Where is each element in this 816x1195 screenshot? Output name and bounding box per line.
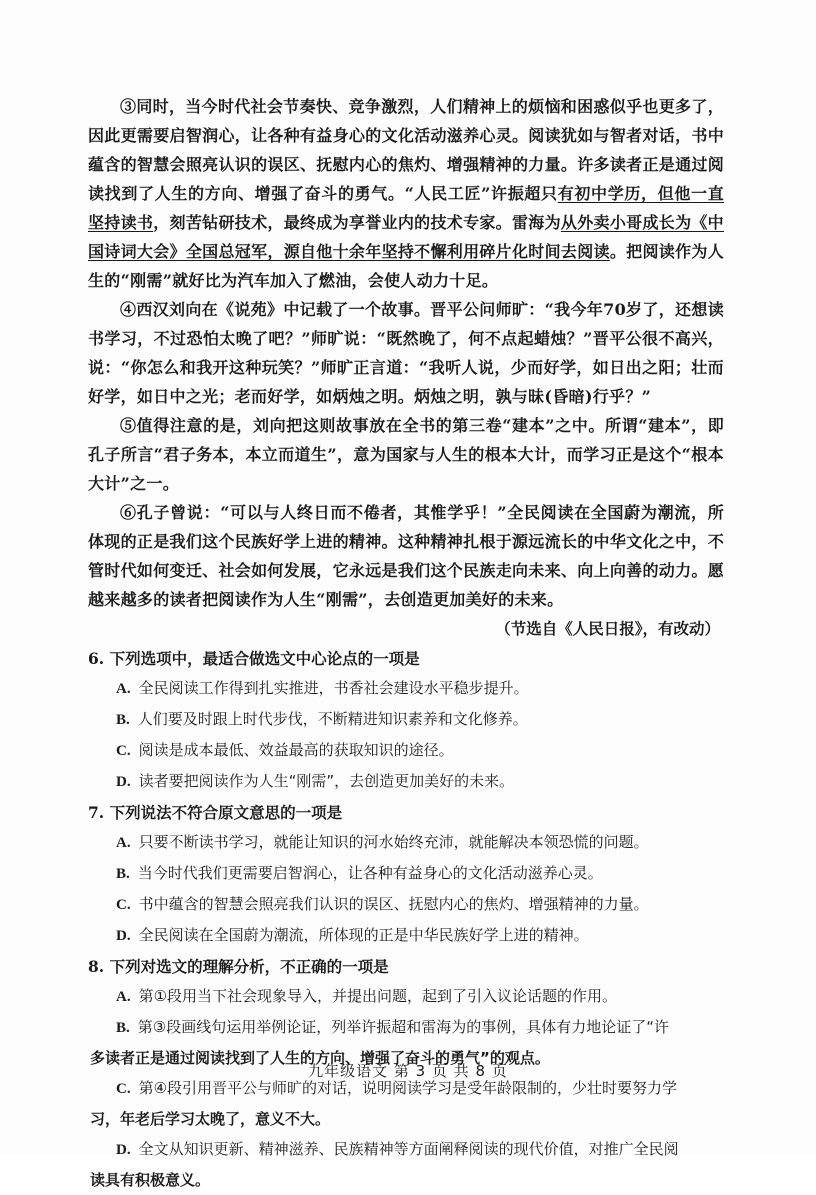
question-7-option-d <box>88 920 724 951</box>
option-text: 第③段画线句运用举例论证，列举许振超和雷海为的事例，具体有力地论证了“许 <box>137 1018 669 1036</box>
option-letter: C. <box>116 743 131 759</box>
option-letter: B. <box>116 866 130 882</box>
question-6-option-d <box>88 766 724 797</box>
option-text: 人们要及时跟上时代步伐，不断精进知识素养和文化修养。 <box>137 710 528 728</box>
article-paragraph-3 <box>88 92 724 295</box>
option-letter: D. <box>116 1142 131 1158</box>
option-letter: A. <box>116 989 131 1005</box>
option-text: 全民阅读在全国蔚为潮流，所体现的正是中华民族好学上进的精神。 <box>138 926 589 944</box>
option-text: 第①段用当下社会现象导入，并提出问题，起到了引入议论话题的作用。 <box>138 987 618 1005</box>
question-8-option-c-continued: 习，年老后学习太晚了，意义不大。 <box>90 1110 331 1128</box>
paragraph-3-text-b: ，刻苦钻研技术，最终成为享誉业内的技术专家。雷海为 <box>153 213 561 232</box>
option-letter: B. <box>116 712 130 728</box>
question-8-stem: 8. 下列对选文的理解分析，不正确的一项是 <box>88 957 389 976</box>
question-6-stem: 6. 下列选项中，最适合做选文中心论点的一项是 <box>88 649 420 668</box>
option-text: 只要不断读书学习，就能让知识的河水始终充沛，就能解决本领恐慌的问题。 <box>138 833 649 851</box>
question-6 <box>88 645 724 797</box>
option-text: 书中蕴含的智慧会照亮我们认识的误区、抚慰内心的焦灼、增强精神的力量。 <box>138 895 649 913</box>
option-letter: D. <box>116 928 131 944</box>
question-8-option-d <box>88 1134 724 1165</box>
option-text: 第④段引用晋平公与师旷的对话，说明阅读学习是受年龄限制的，少壮时要努力学 <box>138 1079 678 1097</box>
question-8-option-b-continued: 多读者正是通过阅读找到了人生的方向、增强了奋斗的勇气”的观点。 <box>90 1049 550 1067</box>
option-letter: B. <box>116 1020 130 1036</box>
question-8-option-d-continued: 读具有积极意义。 <box>90 1171 211 1189</box>
question-7-stem: 7. 下列说法不符合原文意思的一项是 <box>88 803 343 822</box>
option-text: 全文从知识更新、精神滋养、民族精神等方面阐释阅读的现代价值，对推广全民阅 <box>138 1140 679 1158</box>
page-content <box>88 92 724 1195</box>
question-6-option-b <box>88 704 724 735</box>
article-source: （节选自《人民日报》，有改动） <box>495 619 720 638</box>
underlined-sentence-1: 有初中学历，但他一直坚持读书 <box>88 184 724 232</box>
paragraph-3-text-c: 。把阅读作为人生的“刚需”就好比为汽车加入了燃油，会使人动力十足。 <box>88 242 724 290</box>
question-6-option-c <box>88 735 724 766</box>
page-footer: 九年级语文 第 3 页 共 8 页 <box>308 1062 508 1080</box>
question-7 <box>88 799 724 951</box>
paragraph-3-text-a: ③同时，当今时代社会节奏快、竞争激烈，人们精神上的烦恼和困惑似乎也更多了，因此更需要启智润心，让各种有益身心的文化活动滋养心灵。阅读犹如与智者对话，书中蕴含的智慧会照亮认识的误区、抚慰内心的焦灼、增强精神的力量。许多读者正是通过阅读找到了人生的方向、增强了奋斗的勇气。“人民工匠”许振超只 <box>88 97 724 203</box>
underlined-sentence-2: 从外卖小哥成长为《中国诗词大会》全国总冠军，源自他十余年坚持不懈利用碎片化时间去阅读 <box>88 213 724 261</box>
question-8-option-b <box>88 1012 724 1043</box>
question-8-option-a <box>88 981 724 1012</box>
question-7-option-b <box>88 858 724 889</box>
article-paragraph-6: ⑥孔子曾说：“可以与人终日而不倦者，其惟学乎！”全民阅读在全国蔚为潮流，所体现的正是我们这个民族好学上进的精神。这种精神扎根于源远流长的中华文化之中，不管时代如何变迁、社会如何发展，它永远是我们这个民族走向未来、向上向善的动力。愿越来越多的读者把阅读作为人生“刚需”，去创造更加美好的未来。 <box>88 503 724 609</box>
option-letter: A. <box>116 681 131 697</box>
option-text: 全民阅读工作得到扎实推进，书香社会建设水平稳步提升。 <box>138 679 529 697</box>
article-paragraph-4: ④西汉刘向在《说苑》中记载了一个故事。晋平公问师旷：“我今年70岁了，还想读书学习，不过恐怕太晚了吧？”师旷说：“既然晚了，何不点起蜡烛？”晋平公很不高兴，说：“你怎么和我开这种玩笑？”师旷正言道：“我听人说，少而好学，如日出之阳；壮而好学，如日中之光；老而好学，如炳烛之明。炳烛之明，孰与昧(昏暗)行乎？” <box>88 300 724 406</box>
option-letter: C. <box>116 1081 131 1097</box>
option-letter: D. <box>116 774 131 790</box>
option-letter: C. <box>116 897 131 913</box>
article-paragraph-5: ⑤值得注意的是，刘向把这则故事放在全书的第三卷“建本”之中。所谓“建本”，即孔子所言“君子务本，本立而道生”，意为国家与人生的根本大计，而学习正是这个“根本大计”之一。 <box>88 416 724 493</box>
option-text: 阅读是成本最低、效益最高的获取知识的途径。 <box>138 741 454 759</box>
question-7-option-c <box>88 889 724 920</box>
question-6-option-a <box>88 673 724 704</box>
option-text: 读者要把阅读作为人生“刚需”，去创造更加美好的未来。 <box>138 772 515 790</box>
option-text: 当今时代我们更需要启智润心，让各种有益身心的文化活动滋养心灵。 <box>137 864 603 882</box>
option-letter: A. <box>116 835 131 851</box>
question-7-option-a <box>88 827 724 858</box>
